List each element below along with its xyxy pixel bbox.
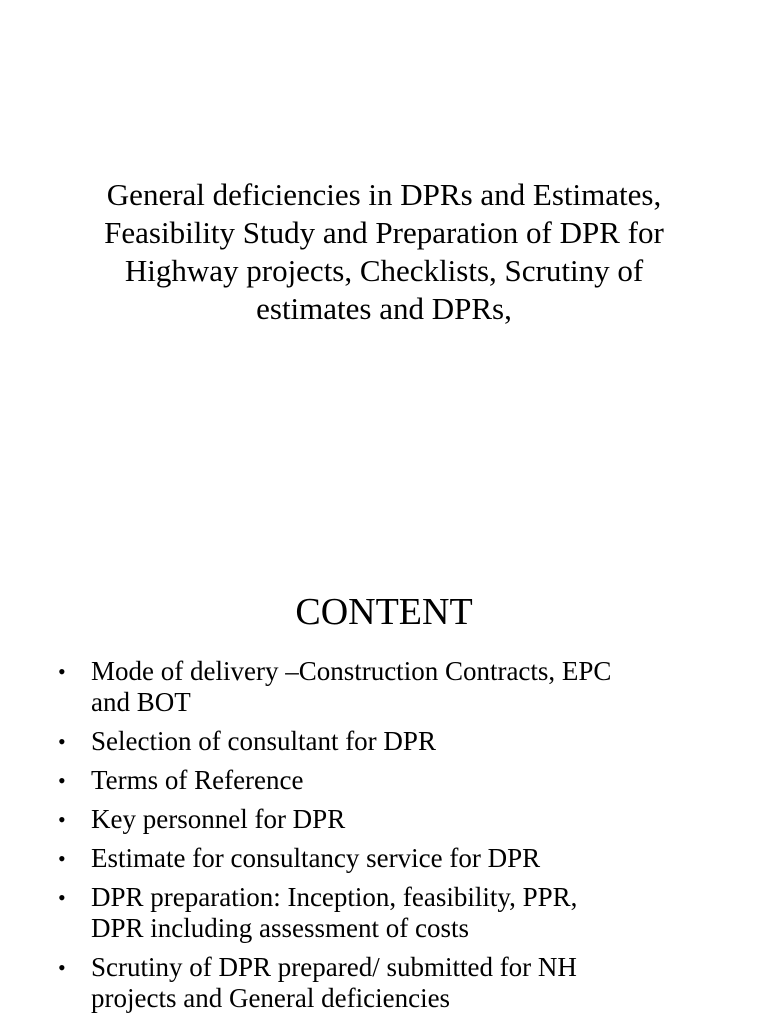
bullet-icon: • bbox=[58, 846, 66, 871]
content-heading: CONTENT bbox=[295, 591, 473, 633]
list-item-text bbox=[91, 656, 738, 718]
bullet-icon: • bbox=[58, 659, 66, 684]
bullet-icon: • bbox=[58, 955, 66, 980]
list-item bbox=[58, 843, 738, 874]
bullet-icon: • bbox=[58, 885, 66, 910]
list-item-text bbox=[91, 726, 738, 757]
bullet-icon: • bbox=[58, 807, 66, 832]
bullet-icon: • bbox=[58, 768, 66, 793]
slide-title-line: estimates and DPRs, bbox=[256, 291, 512, 326]
slide-title-line: General deficiencies in DPRs and Estimates, bbox=[106, 177, 662, 212]
list-item-line: Mode of delivery –Construction Contracts, EPC bbox=[91, 656, 612, 686]
list-item-line: DPR including assessment of costs bbox=[91, 913, 469, 943]
list-item bbox=[58, 656, 738, 718]
list-item-text bbox=[91, 882, 738, 944]
list-item-line: Terms of Reference bbox=[91, 765, 304, 795]
slide-title-line: Highway projects, Checklists, Scrutiny of bbox=[124, 253, 644, 288]
list-item-text bbox=[91, 952, 738, 1014]
bullet-icon: • bbox=[58, 729, 66, 754]
list-item-line: Estimate for consultancy service for DPR bbox=[91, 843, 541, 873]
list-item bbox=[58, 804, 738, 835]
content-bullet-list bbox=[58, 656, 738, 1022]
list-item-line: Scrutiny of DPR prepared/ submitted for NH bbox=[91, 952, 577, 982]
list-item bbox=[58, 952, 738, 1014]
list-item bbox=[58, 726, 738, 757]
list-item bbox=[58, 765, 738, 796]
list-item-text bbox=[91, 765, 738, 796]
slide-title-line: Feasibility Study and Preparation of DPR for bbox=[104, 215, 664, 250]
list-item-line: DPR preparation: Inception, feasibility, PPR, bbox=[91, 882, 578, 912]
list-item-line: and BOT bbox=[91, 687, 191, 717]
list-item-text bbox=[91, 804, 738, 835]
slide-title bbox=[40, 176, 728, 328]
list-item-line: Selection of consultant for DPR bbox=[91, 726, 436, 756]
list-item-text bbox=[91, 843, 738, 874]
list-item-line: projects and General deficiencies bbox=[91, 983, 451, 1013]
list-item bbox=[58, 882, 738, 944]
list-item-line: Key personnel for DPR bbox=[91, 804, 346, 834]
